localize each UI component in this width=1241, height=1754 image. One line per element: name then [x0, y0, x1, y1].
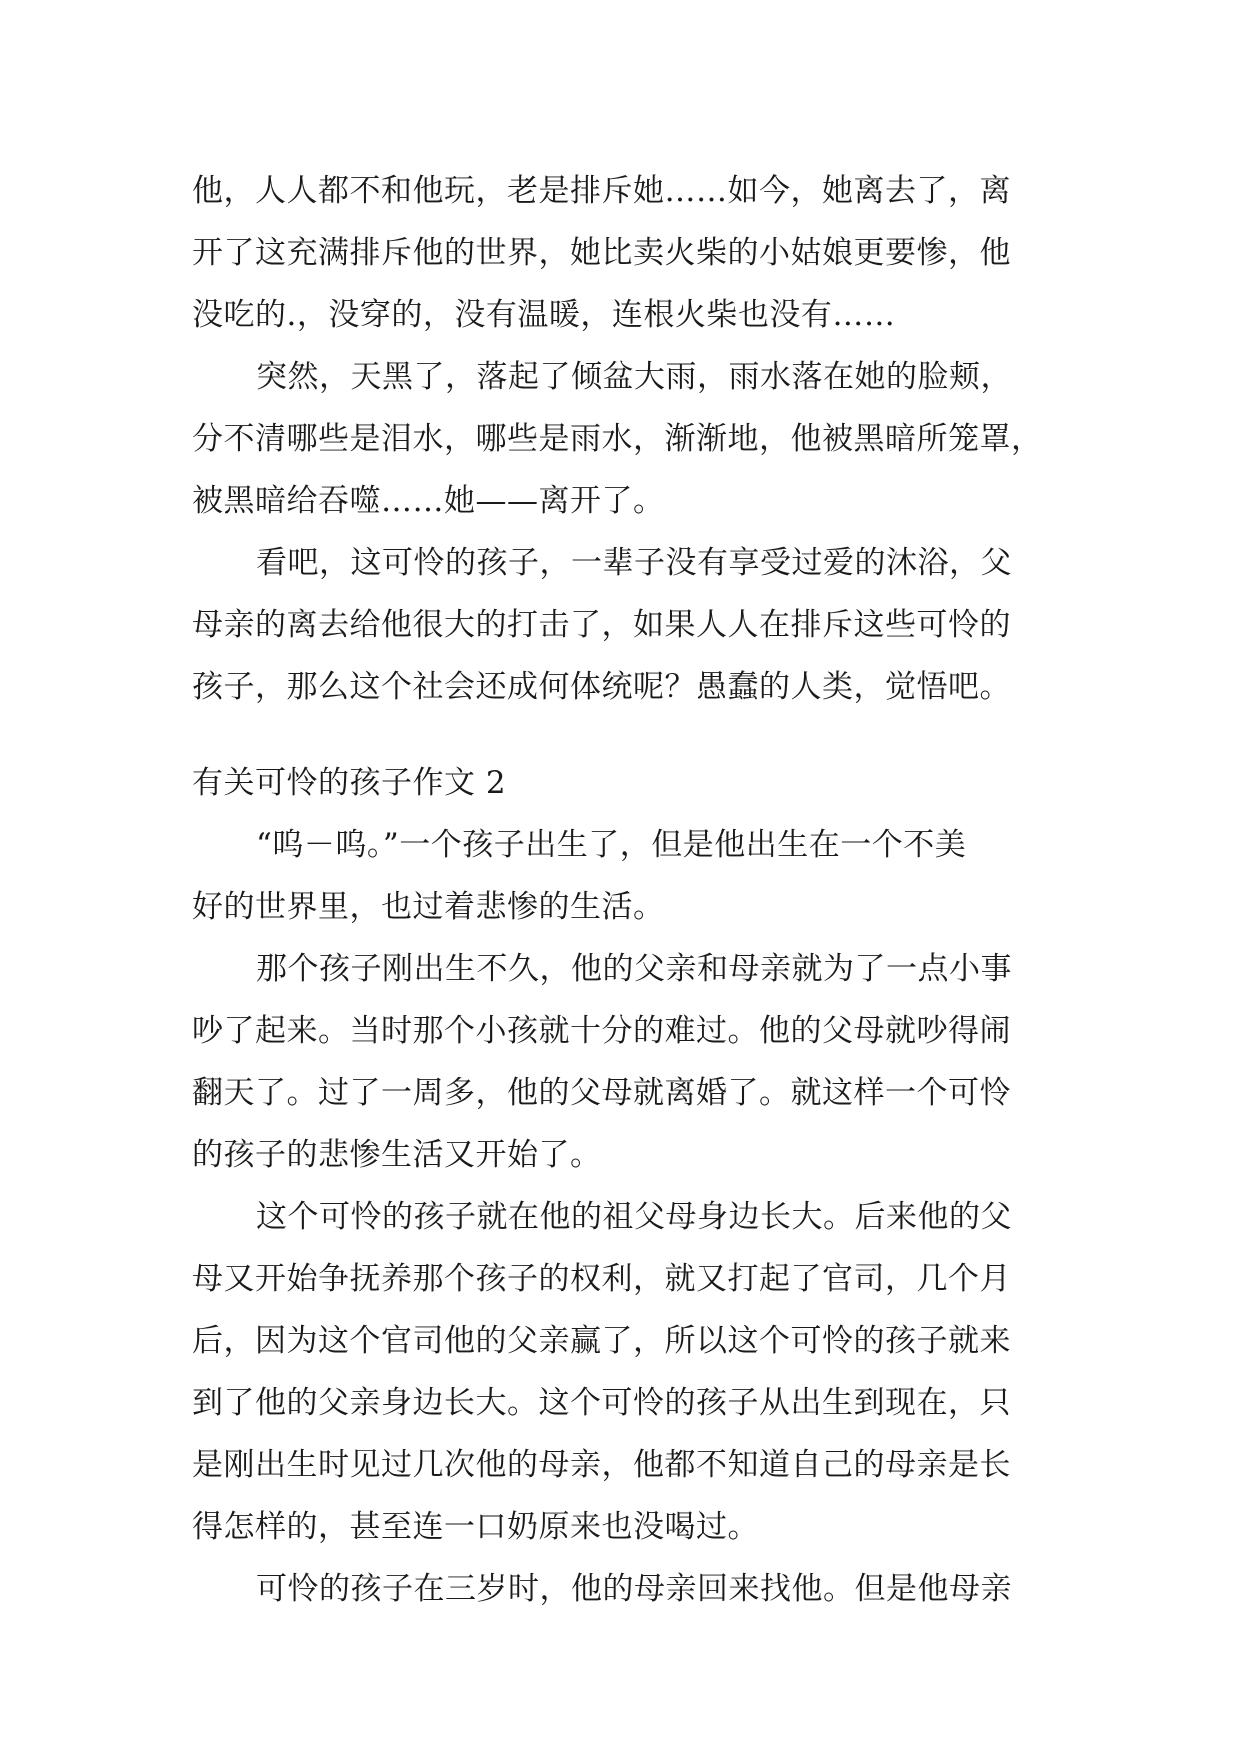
essay-title: 有关可怜的孩子作文 2 [192, 765, 507, 801]
paragraph [192, 814, 1052, 938]
text-line: 看吧，这可怜的孩子，一辈子没有享受过爱的沐浴，父 [256, 545, 1012, 581]
paragraph [192, 346, 1052, 532]
text-line: 那个孩子刚出生不久，他的父亲和母亲就为了一点小事 [256, 951, 1012, 987]
paragraph [192, 160, 1052, 346]
text-line: 翻天了。过了一周多，他的父母就离婚了。就这样一个可怜 [192, 1075, 1011, 1111]
text-line: 分不清哪些是泪水，哪些是雨水，渐渐地，他被黑暗所笼罩， [192, 421, 1043, 457]
paragraph [192, 532, 1052, 718]
paragraph [192, 1186, 1052, 1558]
paragraph [192, 1558, 1052, 1620]
text-line: 是刚出生时见过几次他的母亲，他都不知道自己的母亲是长 [192, 1447, 1011, 1483]
text-line: 得怎样的，甚至连一口奶原来也没喝过。 [192, 1509, 759, 1545]
text-line: 他，人人都不和他玩，老是排斥她……如今，她离去了，离 [192, 173, 1011, 209]
text-line: 这个可怜的孩子就在他的祖父母身边长大。后来他的父 [256, 1199, 1012, 1235]
text-line: 好的世界里，也过着悲惨的生活。 [192, 889, 665, 925]
section-spacer [192, 718, 1052, 752]
text-line: 开了这充满排斥他的世界，她比卖火柴的小姑娘更要惨，他 [192, 235, 1011, 271]
text-line: 母亲的离去给他很大的打击了，如果人人在排斥这些可怜的 [192, 607, 1011, 643]
text-line: 孩子，那么这个社会还成何体统呢？愚蠢的人类，觉悟吧。 [192, 669, 1011, 705]
text-line: 被黑暗给吞噬……她——离开了。 [192, 483, 665, 519]
text-line: 到了他的父亲身边长大。这个可怜的孩子从出生到现在，只 [192, 1385, 1011, 1421]
text-line: 母又开始争抚养那个孩子的权利，就又打起了官司，几个月 [192, 1261, 1011, 1297]
text-line: 没吃的.，没穿的，没有温暖，连根火柴也没有…… [192, 297, 896, 333]
text-line: 后，因为这个官司他的父亲赢了，所以这个可怜的孩子就来 [192, 1323, 1011, 1359]
text-line: 吵了起来。当时那个小孩就十分的难过。他的父母就吵得闹 [192, 1013, 1011, 1049]
document-page [192, 160, 1052, 1620]
text-line: 的孩子的悲惨生活又开始了。 [192, 1137, 602, 1173]
text-line: 可怜的孩子在三岁时，他的母亲回来找他。但是他母亲 [256, 1571, 1012, 1607]
paragraph [192, 938, 1052, 1186]
text-line: 突然，天黑了，落起了倾盆大雨，雨水落在她的脸颊， [256, 359, 1012, 395]
text-line: “呜－呜。”一个孩子出生了，但是他出生在一个不美 [256, 827, 967, 863]
